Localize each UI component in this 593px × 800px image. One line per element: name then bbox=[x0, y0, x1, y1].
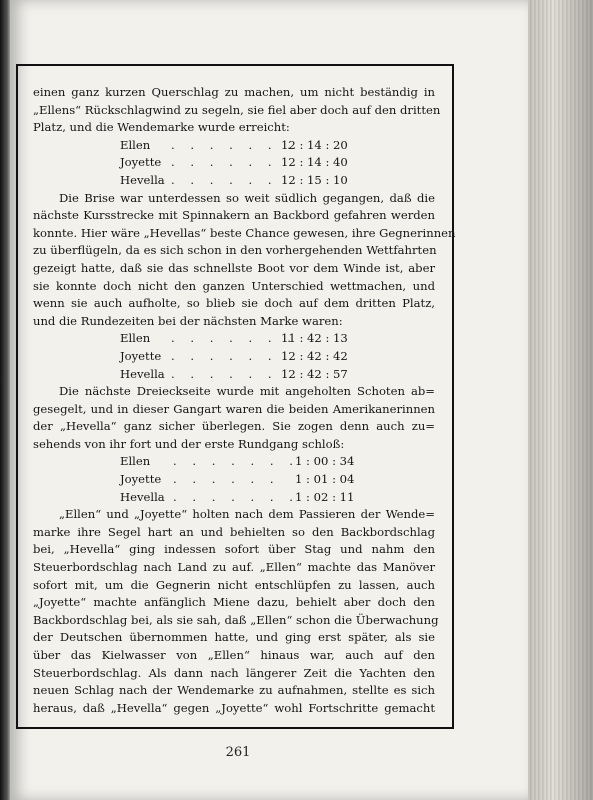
text-line: bei, „Hevella“ ging indessen sofort über Stag und nahm den bbox=[33, 542, 435, 557]
rounding-time: 12 : 14 : 40 bbox=[281, 155, 348, 170]
text-line: nächste Kursstrecke mit Spinnakern an Backbord gefahren werden bbox=[33, 208, 435, 223]
time-row bbox=[33, 453, 435, 471]
leader-dots: . . . . . . bbox=[171, 155, 278, 170]
rounding-time: 1 : 00 : 34 bbox=[295, 454, 355, 469]
time-table-1 bbox=[33, 137, 435, 190]
text-line: zu überflügeln, da es sich schon in den vorhergehenden Wettfahrten bbox=[33, 243, 437, 258]
yacht-name: Joyette bbox=[120, 155, 162, 170]
rounding-time: 12 : 14 : 20 bbox=[281, 137, 348, 152]
text-line: Die nächste Dreieckseite wurde mit angeholten Schoten ab= bbox=[59, 384, 435, 399]
time-table-2 bbox=[33, 330, 435, 383]
text-line: Backbordschlag bei, als sie sah, daß „Ellen“ schon die Überwachung bbox=[33, 612, 439, 627]
time-row bbox=[33, 471, 435, 489]
text-line: einen ganz kurzen Querschlag zu machen, um nicht beständig in bbox=[33, 85, 435, 99]
rounding-time: 11 : 42 : 13 bbox=[281, 331, 348, 346]
time-table-3 bbox=[33, 453, 435, 506]
leader-dots: . . . . . . bbox=[171, 348, 278, 363]
text-line: sehends von ihr fort und der erste Rundgang schloß: bbox=[33, 436, 345, 451]
text-line: „Ellens“ Rückschlagwind zu segeln, sie fiel aber doch auf den dritten bbox=[33, 102, 441, 117]
yacht-name: Joyette bbox=[120, 348, 162, 363]
text-line: sofort mit, um die Gegnerin nicht entschlüpfen zu lassen, auch bbox=[33, 577, 435, 592]
text-line: der „Hevella“ ganz sicher überlegen. Sie zogen denn auch zu= bbox=[33, 419, 435, 434]
rounding-time: 1 : 01 : 04 bbox=[295, 472, 355, 487]
time-row bbox=[33, 489, 435, 507]
text-line: „Joyette“ machte anfänglich Miene dazu, behielt aber doch den bbox=[33, 595, 435, 610]
yacht-name: Joyette bbox=[120, 472, 162, 487]
leader-dots: . . . . . . . bbox=[171, 331, 297, 346]
yacht-name: Hevella bbox=[120, 489, 165, 504]
time-row bbox=[33, 154, 435, 172]
time-row bbox=[33, 172, 435, 190]
text-line: Die Brise war unterdessen so weit südlich gegangen, daß die bbox=[59, 190, 435, 205]
time-row bbox=[33, 366, 435, 384]
leader-dots: . . . . . . bbox=[171, 172, 278, 187]
text-line: sie konnte doch nicht den ganzen Unterschied wettmachen, und bbox=[33, 278, 435, 293]
time-row bbox=[33, 330, 435, 348]
text-line: gesegelt, und in dieser Gangart waren die beiden Amerikanerinnen bbox=[33, 401, 435, 416]
yacht-name: Hevella bbox=[120, 172, 165, 187]
page-edges-shadow bbox=[528, 0, 593, 800]
rounding-time: 1 : 02 : 11 bbox=[295, 489, 355, 504]
leader-dots: . . . . . . . bbox=[171, 137, 297, 152]
text-line: Platz, und die Wendemarke wurde erreicht: bbox=[33, 120, 290, 135]
leader-dots: . . . . . . bbox=[171, 366, 278, 381]
leader-dots: . . . . . . . bbox=[173, 489, 299, 504]
leader-dots: . . . . . . bbox=[173, 472, 280, 487]
page-text bbox=[33, 84, 456, 717]
yacht-name: Ellen bbox=[120, 454, 151, 469]
text-line: der Deutschen übernommen hatte, und ging erst später, als sie bbox=[33, 630, 435, 645]
page-number: 261 bbox=[225, 745, 251, 760]
text-line: Steuerbordschlag nach Land zu auf. „Ellen“ machte das Manöver bbox=[33, 560, 435, 575]
leader-dots: . . . . . . . bbox=[173, 454, 299, 469]
text-line: über das Kielwasser von „Ellen“ hinaus war, auch auf den bbox=[33, 648, 435, 662]
text-line: neuen Schlag nach der Wendemarke zu aufnahmen, stellte es sich bbox=[33, 683, 435, 698]
yacht-name: Ellen bbox=[120, 331, 151, 346]
time-row bbox=[33, 137, 435, 155]
text-line: und die Rundezeiten bei der nächsten Marke waren: bbox=[33, 313, 343, 328]
time-row bbox=[33, 348, 435, 366]
text-line: heraus, daß „Hevella“ gegen „Joyette“ wohl Fortschritte gemacht bbox=[33, 700, 435, 715]
rounding-time: 12 : 42 : 57 bbox=[281, 366, 348, 381]
yacht-name: Hevella bbox=[120, 366, 165, 381]
text-line: konnte. Hier wäre „Hevellas“ beste Chance gewesen, ihre Gegnerinnen bbox=[33, 225, 456, 240]
rounding-time: 12 : 15 : 10 bbox=[281, 172, 348, 187]
yacht-name: Ellen bbox=[120, 137, 151, 152]
text-line: gezeigt hatte, daß sie das schnellste Boot vor dem Winde ist, aber bbox=[33, 260, 435, 275]
rounding-time: 12 : 42 : 42 bbox=[281, 348, 348, 363]
text-line: „Ellen“ und „Joyette“ holten nach dem Passieren der Wende= bbox=[59, 507, 435, 522]
text-line: marke ihre Segel hart an und behielten so den Backbordschlag bbox=[33, 524, 435, 539]
text-line: wenn sie auch aufholte, so blieb sie doch auf dem dritten Platz, bbox=[33, 296, 435, 311]
text-line: Steuerbordschlag. Als dann nach längerer Zeit die Yachten den bbox=[33, 665, 435, 680]
